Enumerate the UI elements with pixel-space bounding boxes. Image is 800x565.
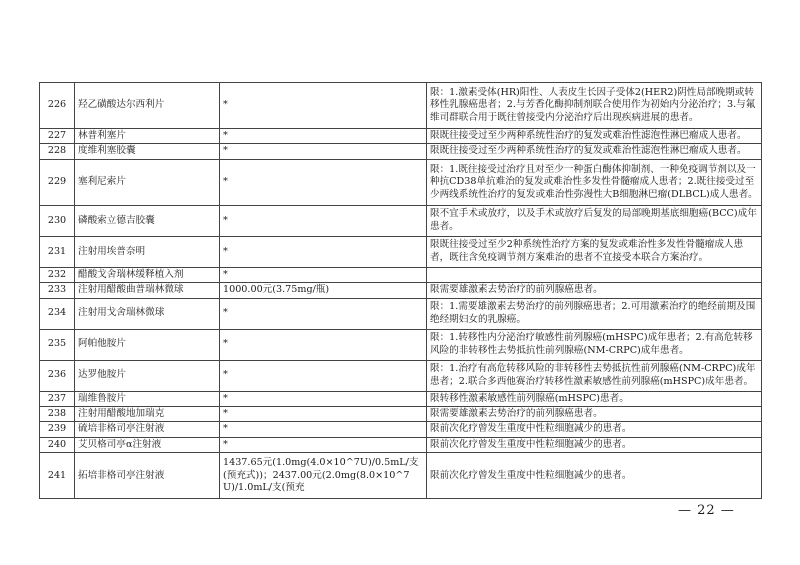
drug-price: *: [220, 329, 427, 360]
drug-restriction: 限需要雄激素去势治疗的前列腺癌患者。: [427, 407, 762, 422]
drug-price: *: [220, 205, 427, 236]
drug-price: 1437.65元(1.0mg(4.0×10^7U)/0.5mL/支(预充式))；2437.00元(2.0mg(8.0×10^7U)/1.0mL/支(预充: [220, 453, 427, 499]
drug-restriction: 限：1.转移性内分泌治疗敏感性前列腺癌(mHSPC)成年患者；2.有高危转移风险的非转移性去势抵抗性前列腺癌(NM-CRPC)成年患者。: [427, 329, 762, 360]
table-row: [40, 298, 762, 329]
row-number: 230: [40, 205, 75, 236]
drug-restriction: 限需要雄激素去势治疗的前列腺癌患者。: [427, 283, 762, 298]
table-row: [40, 129, 762, 144]
row-number: 241: [40, 453, 75, 499]
drug-price: *: [220, 360, 427, 391]
row-number: 234: [40, 298, 75, 329]
page-number: — 22 —: [678, 503, 735, 518]
drug-name: 瑞维鲁胺片: [75, 391, 220, 406]
drug-name: 注射用醋酸曲普瑞林微球: [75, 283, 220, 298]
drug-name: 塞利尼索片: [75, 159, 220, 205]
drug-name: 艾贝格司亭α注射液: [75, 437, 220, 452]
drug-name: 拓培非格司亭注射液: [75, 453, 220, 499]
drug-name: 注射用醋酸地加瑞克: [75, 407, 220, 422]
drug-price: *: [220, 144, 427, 159]
drug-restriction: [427, 267, 762, 282]
table-row: [40, 329, 762, 360]
drug-restriction: 限既往接受过至少2种系统性治疗方案的复发或难治性多发性骨髓瘤成人患者，既往含免疫调节剂方案难治的患者不宜接受本联合方案治疗。: [427, 236, 762, 267]
drug-restriction: 限不宜手术或放疗，以及手术或放疗后复发的局部晚期基底细胞癌(BCC)成年患者。: [427, 205, 762, 236]
drug-price: *: [220, 437, 427, 452]
drug-restriction: 限：1.需要雄激素去势治疗的前列腺癌患者；2.可用激素治疗的绝经前期及围绝经期妇女的乳腺癌。: [427, 298, 762, 329]
table-row: [40, 422, 762, 437]
row-number: 240: [40, 437, 75, 452]
row-number: 236: [40, 360, 75, 391]
table-row: [40, 407, 762, 422]
drug-table: [39, 82, 762, 499]
drug-name: 醋酸戈舍瑞林缓释植入剂: [75, 267, 220, 282]
drug-restriction: 限：1.既往接受过治疗且对至少一种蛋白酶体抑制剂、一种免疫调节剂以及一种抗CD38单抗难治的复发或难治性多发性骨髓瘤成人患者；2.既往接受过至少两线系统性治疗的复发或难治性弥漫性大B细胞淋巴瘤(DLBCL)成人患者。: [427, 159, 762, 205]
table-row: [40, 391, 762, 406]
table-row: [40, 144, 762, 159]
drug-name: 度维利塞胶囊: [75, 144, 220, 159]
table-row: [40, 437, 762, 452]
drug-restriction: 限转移性激素敏感性前列腺癌(mHSPC)患者。: [427, 391, 762, 406]
drug-name: 羟乙磺酸达尔西利片: [75, 83, 220, 129]
row-number: 232: [40, 267, 75, 282]
row-number: 229: [40, 159, 75, 205]
drug-price: 1000.00元(3.75mg/瓶): [220, 283, 427, 298]
row-number: 233: [40, 283, 75, 298]
table-row: [40, 360, 762, 391]
drug-name: 阿帕他胺片: [75, 329, 220, 360]
row-number: 231: [40, 236, 75, 267]
drug-restriction: 限：1.激素受体(HR)阳性、人表皮生长因子受体2(HER2)阴性局部晚期或转移性乳腺癌患者；2.与芳香化酶抑制剂联合使用作为初始内分泌治疗；3.与氟维司群联合用于既往曾接受内分泌治疗后出现疾病进展的患者。: [427, 83, 762, 129]
drug-name: 林普利塞片: [75, 129, 220, 144]
drug-price: *: [220, 391, 427, 406]
row-number: 227: [40, 129, 75, 144]
table-row: [40, 283, 762, 298]
table-row: [40, 159, 762, 205]
drug-price: *: [220, 236, 427, 267]
drug-restriction: 限既往接受过至少两种系统性治疗的复发或难治性滤泡性淋巴瘤成人患者。: [427, 129, 762, 144]
drug-price: *: [220, 159, 427, 205]
row-number: 238: [40, 407, 75, 422]
row-number: 235: [40, 329, 75, 360]
row-number: 239: [40, 422, 75, 437]
table-row: [40, 205, 762, 236]
row-number: 228: [40, 144, 75, 159]
drug-restriction: 限前次化疗曾发生重度中性粒细胞减少的患者。: [427, 437, 762, 452]
table-row: [40, 453, 762, 499]
drug-name: 磷酸索立德吉胶囊: [75, 205, 220, 236]
drug-name: 硫培非格司亭注射液: [75, 422, 220, 437]
table-row: [40, 83, 762, 129]
drug-restriction: 限前次化疗曾发生重度中性粒细胞减少的患者。: [427, 422, 762, 437]
drug-restriction: 限：1.治疗有高危转移风险的非转移性去势抵抗性前列腺癌(NM-CRPC)成年患者；2.联合多西他赛治疗转移性激素敏感性前列腺癌(mHSPC)成年患者。: [427, 360, 762, 391]
drug-restriction: 限既往接受过至少两种系统性治疗的复发或难治性滤泡性淋巴瘤成人患者。: [427, 144, 762, 159]
row-number: 237: [40, 391, 75, 406]
drug-price: *: [220, 267, 427, 282]
drug-restriction: 限前次化疗曾发生重度中性粒细胞减少的患者。: [427, 453, 762, 499]
drug-price: *: [220, 298, 427, 329]
row-number: 226: [40, 83, 75, 129]
drug-name: 注射用埃普奈明: [75, 236, 220, 267]
drug-price: *: [220, 129, 427, 144]
drug-price: *: [220, 407, 427, 422]
drug-name: 注射用戈舍瑞林微球: [75, 298, 220, 329]
table-row: [40, 267, 762, 282]
drug-price: *: [220, 422, 427, 437]
drug-price: *: [220, 83, 427, 129]
drug-name: 达罗他胺片: [75, 360, 220, 391]
table-row: [40, 236, 762, 267]
